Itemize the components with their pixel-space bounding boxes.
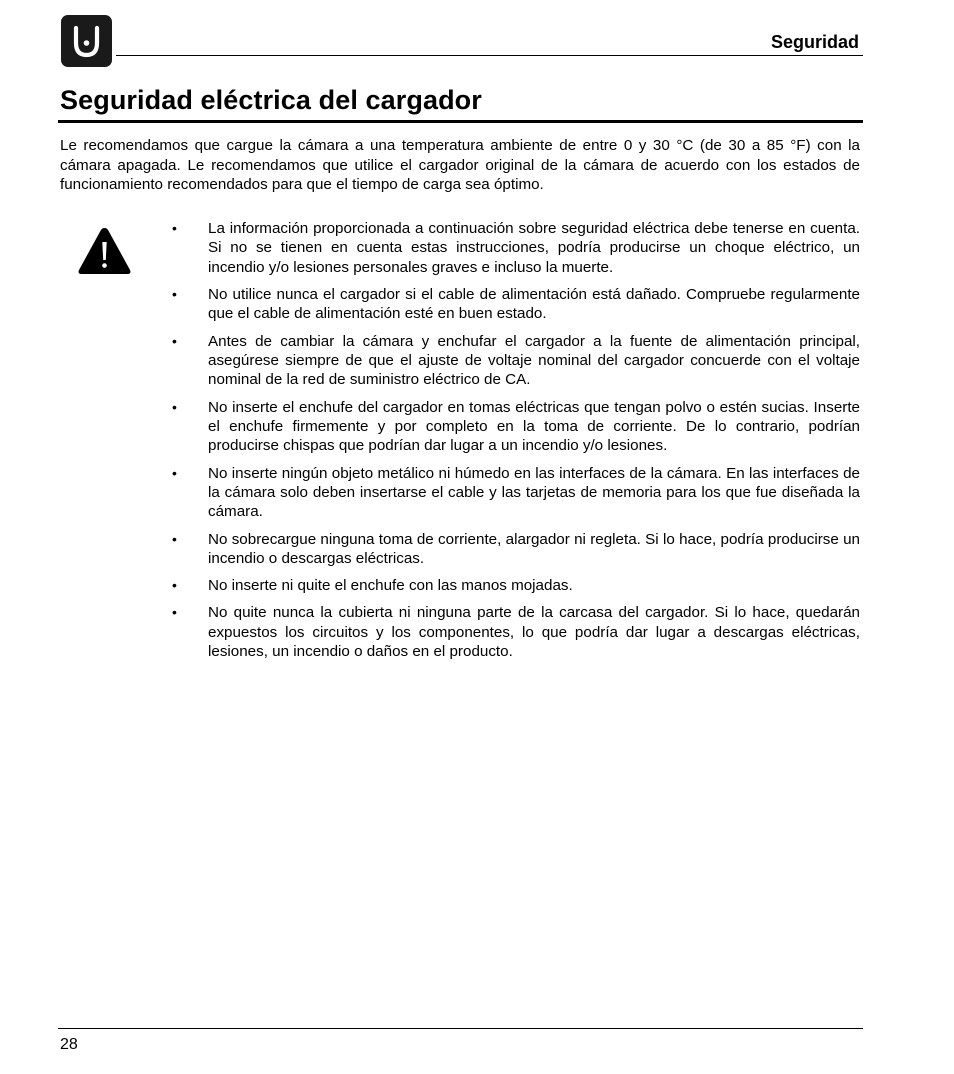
list-item-text: No quite nunca la cubierta ni ninguna parte de la carcasa del cargador. Si lo hace, quedarán expuestos los circuitos y los componentes, lo que podría dar lugar a descargas eléctricas, lesiones, un incendio o daños en el producto. [208,604,860,661]
bullet-icon: • [172,332,177,349]
bullet-icon: • [172,464,177,481]
page-title: Seguridad eléctrica del cargador [60,85,482,115]
list-item [168,603,860,661]
title-rule [58,120,863,123]
list-item-text: No inserte ningún objeto metálico ni húmedo en las interfaces de la cámara. En las interfaces de la cámara solo deben insertarse el cable y las tarjetas de memoria para los que fue diseñada la cámara. [208,464,860,521]
list-item-text: La información proporcionada a continuación sobre seguridad eléctrica debe tenerse en cuenta. Si no se tienen en cuenta estas instrucciones, podría producirse un choque eléctrico, un incendio y/o lesiones personales graves e incluso la muerte. [208,220,860,276]
list-item [168,219,860,277]
brand-u-logo-icon [61,15,112,67]
list-item [168,464,860,522]
list-item-text: No inserte el enchufe del cargador en tomas eléctricas que tengan polvo o estén sucias. Inserte el enchufe firmemente y por completo en la toma de corriente. De lo contrario, podrían producirse chispas que podrían dar lugar a un incendio y/o lesiones. [208,398,860,455]
list-item-text: Antes de cambiar la cámara y enchufar el cargador a la fuente de alimentación principal, asegúrese siempre de que el ajuste de voltaje nominal del cargador concuerde con el voltaje nominal de la red de suministro eléctrico de CA. [208,332,860,389]
intro-paragraph: Le recomendamos que cargue la cámara a una temperatura ambiente de entre 0 y 30 °C (de 30 a 85 °F) con la cámara apagada. Le recomendamos que utilice el cargador original de la cámara de acuerdo con los estados de funcionamiento recomendados para que el tiempo de carga sea óptimo. [60,137,860,193]
bullet-icon: • [172,530,177,547]
list-item-text: No sobrecargue ninguna toma de corriente, alargador ni regleta. Si lo hace, podría producirse un incendio o descargas eléctricas. [208,530,860,568]
bullet-icon: • [172,577,177,594]
safety-bullet-list [168,219,860,670]
bullet-icon: • [172,604,177,621]
section-label: Seguridad [770,32,859,52]
footer-rule [58,1028,863,1029]
bullet-icon: • [172,286,177,303]
list-item [168,530,860,569]
list-item-text: No utilice nunca el cargador si el cable de alimentación está dañado. Compruebe regularmente que el cable de alimentación esté en buen estado. [208,286,860,323]
warning-triangle-icon [75,223,134,279]
list-item [168,285,860,324]
list-item [168,576,860,595]
header-rule [116,55,863,56]
bullet-icon: • [172,398,177,415]
bullet-icon: • [172,220,177,236]
list-item-text: No inserte ni quite el enchufe con las manos mojadas. [208,577,573,595]
list-item [168,398,860,456]
list-item [168,332,860,390]
page-number: 28 [60,1036,78,1053]
